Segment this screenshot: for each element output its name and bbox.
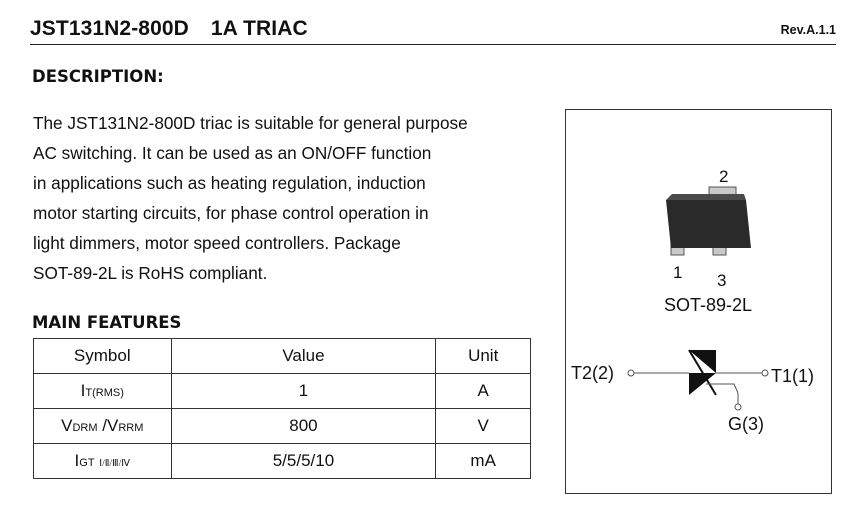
symbol-main: I [74, 451, 80, 470]
description-line: The JST131N2-800D triac is suitable for general purpose [33, 113, 468, 133]
symbol-subscript: RRM [118, 422, 144, 434]
symbol-cell [34, 374, 172, 409]
terminal-label-t2: T2(2) [571, 363, 615, 383]
description-line: AC switching. It can be used as an ON/OFF function [33, 143, 432, 163]
document-header [30, 14, 836, 45]
table-header-row [34, 339, 531, 374]
pin-label-3: 3 [717, 271, 727, 290]
terminal-t1-dot [762, 370, 768, 376]
terminal-gate-dot [735, 404, 741, 410]
description-line: SOT-89-2L is RoHS compliant. [33, 263, 268, 283]
description-line: in applications such as heating regulation, induction [33, 173, 426, 193]
value-cell: 5/5/5/10 [171, 444, 436, 479]
symbol-cell [34, 444, 172, 479]
main-features-table [33, 338, 531, 479]
pin-label-1: 1 [673, 263, 683, 282]
package-diagram-frame [565, 109, 832, 494]
description-line: light dimmers, motor speed controllers. Package [33, 233, 401, 253]
part-number: JST131N2-800D [30, 17, 189, 40]
column-header-value: Value [171, 339, 436, 374]
symbol-main: V [61, 416, 73, 435]
value-cell: 1 [171, 374, 436, 409]
description-heading: DESCRIPTION: [32, 67, 164, 86]
main-features-heading: MAIN FEATURES [32, 313, 182, 332]
unit-cell: mA [436, 444, 531, 479]
column-header-unit: Unit [436, 339, 531, 374]
unit-cell: V [436, 409, 531, 444]
package-name: SOT-89-2L [664, 295, 753, 315]
description-text [33, 108, 468, 288]
quadrant-subscript: Ⅰ/Ⅱ/Ⅲ/Ⅳ [99, 459, 130, 469]
table-row [34, 409, 531, 444]
symbol-separator: /V [97, 416, 119, 435]
terminal-t2-dot [628, 370, 634, 376]
symbol-subscript: DRM [72, 422, 98, 434]
package-body [666, 200, 751, 248]
revision-label: Rev.A.1.1 [780, 23, 836, 37]
description-line: motor starting circuits, for phase control operation in [33, 203, 429, 223]
package-top-face [666, 194, 746, 200]
package-diagram [566, 110, 831, 493]
table-row [34, 374, 531, 409]
terminal-label-gate: G(3) [728, 414, 764, 434]
table-row [34, 444, 531, 479]
symbol-main: I [80, 381, 86, 400]
device-title: 1A TRIAC [210, 17, 308, 40]
value-cell: 800 [171, 409, 436, 444]
terminal-label-t1: T1(1) [771, 366, 815, 386]
column-header-symbol: Symbol [34, 339, 172, 374]
symbol-subscript: GT [79, 457, 95, 469]
pin-label-2: 2 [719, 167, 729, 186]
symbol-cell [34, 409, 172, 444]
symbol-subscript: T(RMS) [85, 387, 124, 399]
document-title [30, 17, 308, 41]
triac-upper-triangle [689, 350, 716, 373]
unit-cell: A [436, 374, 531, 409]
